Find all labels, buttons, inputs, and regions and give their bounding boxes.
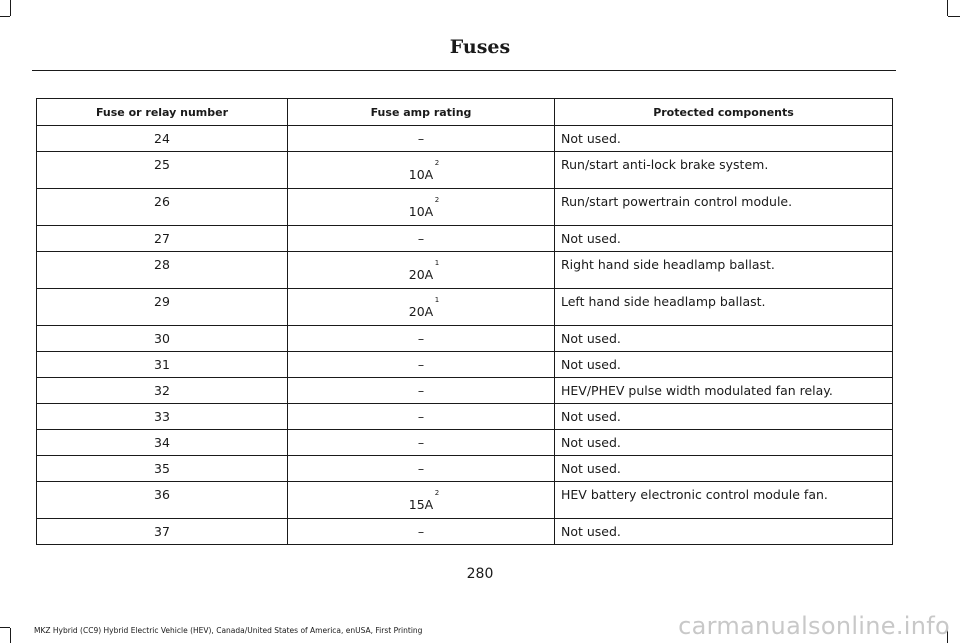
fuse-number-cell: 34 <box>37 430 288 456</box>
crop-mark-top-right-h <box>948 16 960 17</box>
fuse-number-cell: 30 <box>37 326 288 352</box>
page-number: 280 <box>466 566 494 582</box>
crop-mark-top-left-v <box>10 0 11 16</box>
column-header-amp-rating: Fuse amp rating <box>288 99 555 126</box>
protected-components-cell: Run/start powertrain control module. <box>555 189 893 226</box>
footnote-marker: 2 <box>434 196 440 204</box>
table-row <box>37 289 893 326</box>
column-header-protected-components: Protected components <box>555 99 893 126</box>
footer-text: MKZ Hybrid (CC9) Hybrid Electric Vehicle (HEV), Canada/United States of America, enUSA, First Printing <box>34 626 423 635</box>
fuse-table-body <box>37 126 893 545</box>
amp-rating-cell <box>288 189 555 226</box>
fuse-number-cell: 37 <box>37 519 288 545</box>
amp-rating-text: 10A <box>408 167 434 182</box>
table-row <box>37 378 893 404</box>
fuse-number-cell: 29 <box>37 289 288 326</box>
amp-rating-cell: – <box>288 378 555 404</box>
protected-components-cell: Run/start anti-lock brake system. <box>555 152 893 189</box>
table-header-row <box>37 99 893 126</box>
amp-rating-cell <box>288 482 555 519</box>
protected-components-cell: HEV battery electronic control module fan. <box>555 482 893 519</box>
protected-components-cell: Not used. <box>555 352 893 378</box>
amp-rating-cell: – <box>288 326 555 352</box>
amp-rating-cell <box>288 289 555 326</box>
amp-rating-value <box>408 257 440 282</box>
table-row <box>37 482 893 519</box>
protected-components-cell: HEV/PHEV pulse width modulated fan relay. <box>555 378 893 404</box>
amp-rating-text: 20A <box>408 267 434 282</box>
table-row <box>37 226 893 252</box>
table-row <box>37 456 893 482</box>
amp-rating-text: 10A <box>408 204 434 219</box>
fuse-number-cell: 28 <box>37 252 288 289</box>
footnote-marker: 1 <box>434 296 440 304</box>
fuse-number-cell: 25 <box>37 152 288 189</box>
crop-mark-top-left-h <box>0 16 10 17</box>
amp-rating-value <box>408 487 440 512</box>
amp-rating-text: 15A <box>408 497 434 512</box>
fuse-number-cell: 27 <box>37 226 288 252</box>
table-row <box>37 352 893 378</box>
footnote-marker: 1 <box>434 259 440 267</box>
table-row <box>37 326 893 352</box>
crop-mark-bottom-left-h <box>0 627 10 628</box>
fuse-number-cell: 36 <box>37 482 288 519</box>
amp-rating-value <box>408 294 440 319</box>
protected-components-cell: Not used. <box>555 404 893 430</box>
fuse-number-cell: 31 <box>37 352 288 378</box>
protected-components-cell: Not used. <box>555 456 893 482</box>
table-row <box>37 519 893 545</box>
table-row <box>37 404 893 430</box>
table-row <box>37 252 893 289</box>
table-row <box>37 189 893 226</box>
amp-rating-cell: – <box>288 404 555 430</box>
crop-mark-top-right-v <box>947 0 948 16</box>
protected-components-cell: Left hand side headlamp ballast. <box>555 289 893 326</box>
amp-rating-cell <box>288 252 555 289</box>
protected-components-cell: Not used. <box>555 226 893 252</box>
amp-rating-cell: – <box>288 430 555 456</box>
footnote-marker: 2 <box>434 489 440 497</box>
protected-components-cell: Right hand side headlamp ballast. <box>555 252 893 289</box>
fuse-number-cell: 35 <box>37 456 288 482</box>
amp-rating-value <box>408 194 440 219</box>
title-rule <box>32 70 896 71</box>
watermark: carmanualsonline.info <box>678 612 950 640</box>
table-row <box>37 126 893 152</box>
protected-components-cell: Not used. <box>555 326 893 352</box>
protected-components-cell: Not used. <box>555 430 893 456</box>
amp-rating-cell <box>288 152 555 189</box>
table-row <box>37 430 893 456</box>
fuse-number-cell: 26 <box>37 189 288 226</box>
crop-mark-bottom-left-v <box>10 628 11 643</box>
protected-components-cell: Not used. <box>555 126 893 152</box>
fuse-number-cell: 33 <box>37 404 288 430</box>
page-title: Fuses <box>449 36 511 58</box>
amp-rating-cell: – <box>288 519 555 545</box>
footnote-marker: 2 <box>434 159 440 167</box>
column-header-fuse-number: Fuse or relay number <box>37 99 288 126</box>
protected-components-cell: Not used. <box>555 519 893 545</box>
fuse-table <box>36 98 893 545</box>
table-row <box>37 152 893 189</box>
fuse-number-cell: 24 <box>37 126 288 152</box>
amp-rating-text: 20A <box>408 304 434 319</box>
fuse-number-cell: 32 <box>37 378 288 404</box>
amp-rating-cell: – <box>288 352 555 378</box>
amp-rating-value <box>408 157 440 182</box>
amp-rating-cell: – <box>288 226 555 252</box>
amp-rating-cell: – <box>288 456 555 482</box>
amp-rating-cell: – <box>288 126 555 152</box>
